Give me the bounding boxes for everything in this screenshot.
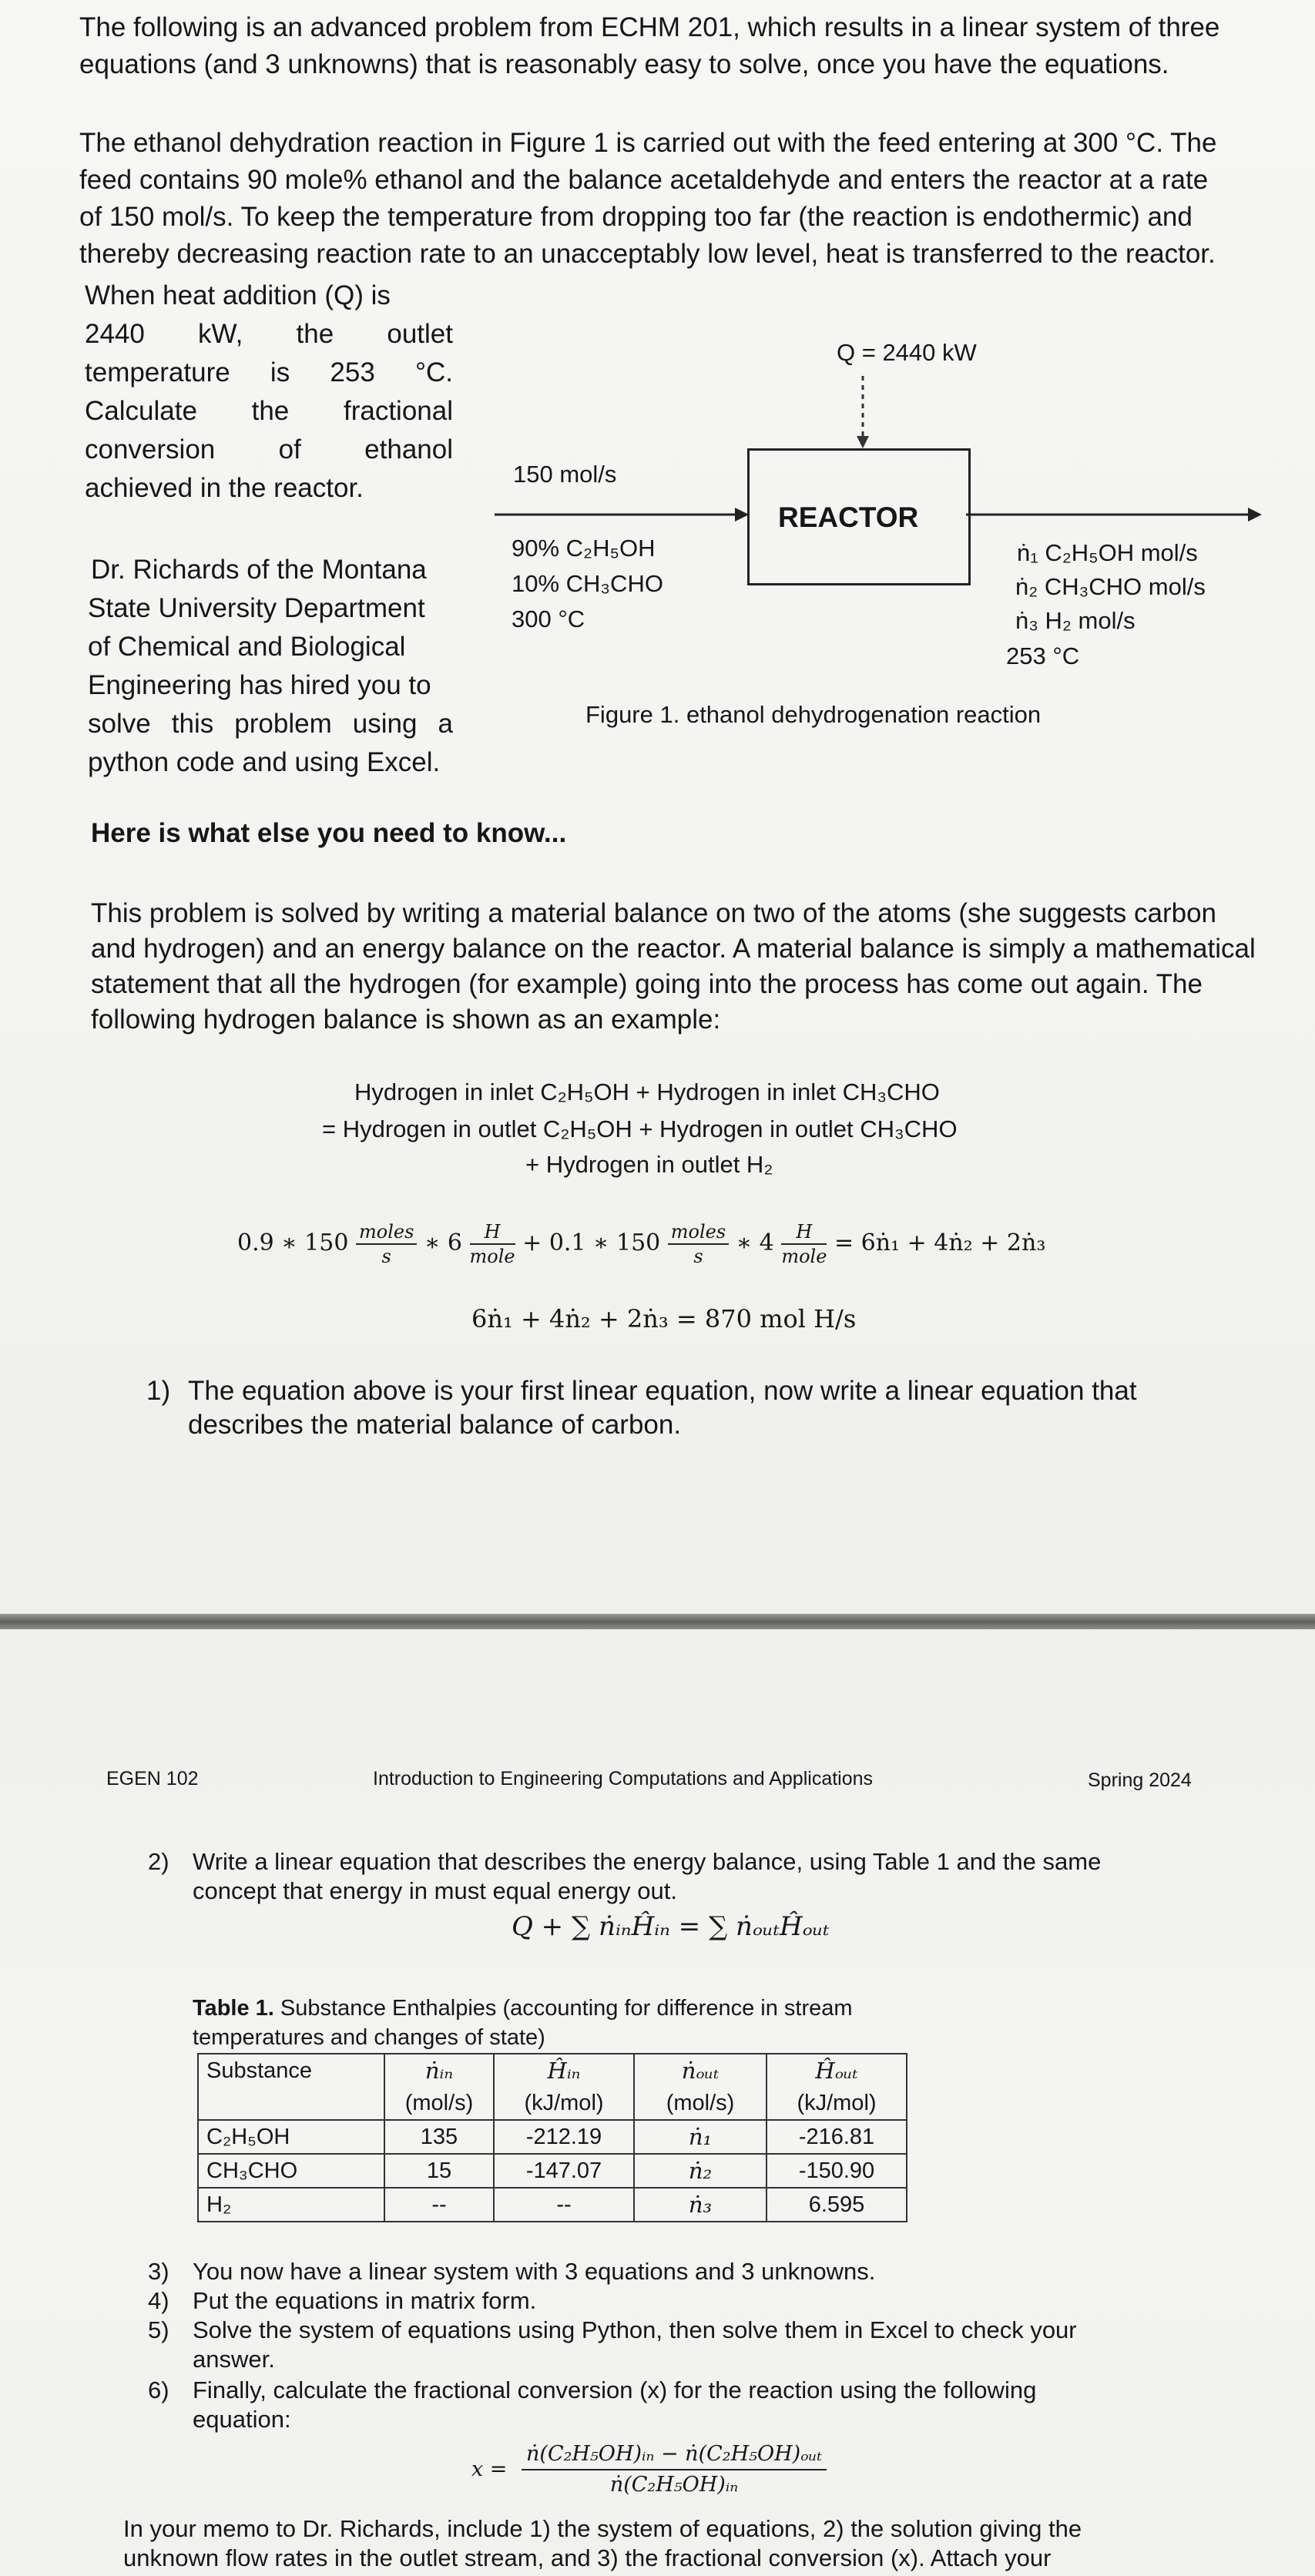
x-numerator: ṅ(C₂H₅OH)ᵢₙ − ṅ(C₂H₅OH)ₒᵤₜ bbox=[522, 2440, 827, 2470]
richards-5: solve this problem using a bbox=[88, 709, 453, 739]
out-line-1: ṅ₁ C₂H₅OH mol/s bbox=[1017, 539, 1198, 566]
q1-line-2: describes the material balance of carbon. bbox=[188, 1410, 682, 1440]
q1-line-1: The equation above is your first linear equation, now write a linear equation that bbox=[188, 1376, 1137, 1406]
q-label: Q = 2440 kW bbox=[837, 339, 977, 366]
explain-line-4: following hydrogen balance is shown as an example: bbox=[91, 1005, 721, 1035]
eq1-unit-3: $\frac{\text{moles}}{s}$ bbox=[668, 1220, 729, 1268]
row1-n-out: ṅ₁ bbox=[634, 2120, 767, 2154]
energy-balance-equation: Q + ∑ ṅᵢₙĤᵢₙ = ∑ ṅₒᵤₜĤₒᵤₜ bbox=[512, 1911, 830, 1942]
intro-line-2: equations (and 3 unknowns) that is reasonably easy to solve, once you have the equations. bbox=[79, 49, 1169, 79]
unit-h-out: (kJ/mol) bbox=[767, 2087, 907, 2120]
step-5-number: 5) bbox=[148, 2316, 169, 2343]
unit-n-in: (mol/s) bbox=[384, 2087, 494, 2120]
unit-substance bbox=[198, 2087, 384, 2120]
step-4-line-1: Put the equations in matrix form. bbox=[193, 2287, 537, 2314]
row2-h-in: -147.07 bbox=[494, 2154, 634, 2188]
header-n-in: ṅᵢₙ bbox=[384, 2054, 494, 2087]
step-4-number: 4) bbox=[148, 2287, 169, 2314]
problem-left-6: achieved in the reactor. bbox=[85, 473, 364, 503]
header-h-in: Ĥᵢₙ bbox=[494, 2054, 634, 2087]
row3-h-in: -- bbox=[494, 2188, 634, 2222]
row1-h-out: -216.81 bbox=[767, 2120, 907, 2154]
q2-line-1: Write a linear equation that describes the energy balance, using Table 1 and the same bbox=[193, 1848, 1102, 1875]
row3-h-out: 6.595 bbox=[767, 2188, 907, 2222]
row2-h-out: -150.90 bbox=[767, 2154, 907, 2188]
row1-substance: C₂H₅OH bbox=[198, 2120, 384, 2154]
richards-3: of Chemical and Biological bbox=[88, 632, 406, 662]
step-6-number: 6) bbox=[148, 2376, 169, 2403]
q2-line-2: concept that energy in must equal energy out. bbox=[193, 1877, 678, 1904]
page-separator bbox=[0, 1614, 1315, 1629]
richards-6: python code and using Excel. bbox=[88, 747, 441, 777]
header-substance: Substance bbox=[198, 2054, 384, 2087]
table-units-row bbox=[198, 2087, 907, 2120]
step-5-line-2: answer. bbox=[193, 2346, 275, 2373]
unit-h-in: (kJ/mol) bbox=[494, 2087, 634, 2120]
explain-line-1: This problem is solved by writing a material balance on two of the atoms (she suggests carbon bbox=[91, 898, 1216, 928]
row1-h-in: -212.19 bbox=[494, 2120, 634, 2154]
header-n-out: ṅₒᵤₜ bbox=[634, 2054, 767, 2087]
eq1-term-a: 0.9 ∗ 150 bbox=[237, 1229, 349, 1256]
step-5-line-1: Solve the system of equations using Python, then solve them in Excel to check your bbox=[193, 2316, 1077, 2343]
balance-line-3: + Hydrogen in outlet H₂ bbox=[525, 1151, 773, 1178]
eq1-times-4: ∗ 4 bbox=[736, 1229, 774, 1256]
feed-line-3: 300 °C bbox=[512, 605, 585, 632]
x-lhs: x = bbox=[471, 2457, 508, 2481]
eq1-times-6: ∗ 6 bbox=[424, 1229, 462, 1256]
problem-line-4: thereby decreasing reaction rate to an unacceptably low level, heat is transferred to the reactor. bbox=[79, 239, 1216, 269]
q2-number: 2) bbox=[148, 1848, 169, 1875]
feed-arrow bbox=[493, 505, 755, 524]
header-h-out: Ĥₒᵤₜ bbox=[767, 2054, 907, 2087]
header-center: Introduction to Engineering Computations and Applications bbox=[373, 1768, 874, 1789]
table-caption-rest: Substance Enthalpies (accounting for difference in stream bbox=[280, 1996, 853, 2021]
eq1-unit-2: $\frac{H}{\text{mole}}$ bbox=[469, 1221, 515, 1267]
x-denominator: ṅ(C₂H₅OH)ᵢₙ bbox=[609, 2473, 739, 2497]
eq1-unit-1: $\frac{\text{moles}}{s}$ bbox=[356, 1220, 417, 1268]
enthalpy-table bbox=[197, 2053, 907, 2222]
out-line-4: 253 °C bbox=[1006, 642, 1080, 669]
problem-left-5: conversion of ethanol bbox=[85, 434, 453, 465]
problem-line-3: of 150 mol/s. To keep the temperature from dropping too far (the reaction is endothermic) and bbox=[79, 202, 1193, 232]
problem-left-4: Calculate the fractional bbox=[85, 396, 453, 426]
problem-line-2: feed contains 90 mole% ethanol and the balance acetaldehyde and enters the reactor at a rate bbox=[79, 165, 1209, 195]
q1-number: 1) bbox=[146, 1376, 171, 1406]
balance-line-2: = Hydrogen in outlet C₂H₅OH + Hydrogen in outlet CH₃CHO bbox=[322, 1115, 958, 1142]
row2-n-in: 15 bbox=[384, 2154, 494, 2188]
eq1-unit-4: $\frac{H}{\text{mole}}$ bbox=[781, 1221, 827, 1267]
richards-4: Engineering has hired you to bbox=[88, 670, 431, 700]
richards-1: Dr. Richards of the Montana bbox=[91, 555, 427, 585]
problem-left-2: 2440 kW, the outlet bbox=[85, 319, 453, 349]
step-6-line-1: Finally, calculate the fractional conversion (x) for the reaction using the following bbox=[193, 2376, 1037, 2403]
eq1-rhs: = 6ṅ₁ + 4ṅ₂ + 2ṅ₃ bbox=[834, 1229, 1046, 1256]
header-right: Spring 2024 bbox=[1088, 1769, 1192, 1791]
eq1-term-b: + 0.1 ∗ 150 bbox=[522, 1229, 661, 1256]
know-heading: Here is what else you need to know... bbox=[91, 818, 567, 848]
table-row bbox=[198, 2188, 907, 2222]
feed-rate: 150 mol/s bbox=[513, 461, 617, 488]
explain-line-2: and hydrogen) and an energy balance on the reactor. A material balance is simply a mathematical bbox=[91, 934, 1256, 964]
step-3-number: 3) bbox=[148, 2258, 169, 2285]
problem-left-3: temperature is 253 °C. bbox=[85, 357, 453, 387]
memo-line-2: unknown flow rates in the outlet stream, and 3) the fractional conversion (x). Attach your bbox=[123, 2544, 1052, 2571]
balance-line-1: Hydrogen in inlet C₂H₅OH + Hydrogen in inlet CH₃CHO bbox=[354, 1078, 940, 1105]
table-header-row bbox=[198, 2054, 907, 2087]
page-2 bbox=[0, 1629, 1315, 2576]
row3-n-out: ṅ₃ bbox=[634, 2188, 767, 2222]
table-row bbox=[198, 2120, 907, 2154]
row3-n-in: -- bbox=[384, 2188, 494, 2222]
step-6-line-2: equation: bbox=[193, 2406, 291, 2433]
problem-line-1: The ethanol dehydration reaction in Figure 1 is carried out with the feed entering at 300 °C. The bbox=[79, 128, 1217, 158]
unit-n-out: (mol/s) bbox=[634, 2087, 767, 2120]
table-caption-label: Table 1. bbox=[193, 1996, 274, 2021]
row2-substance: CH₃CHO bbox=[198, 2154, 384, 2188]
hydrogen-balance-equation bbox=[237, 1214, 1045, 1273]
memo-line-1: In your memo to Dr. Richards, include 1) the system of equations, 2) the solution giving the bbox=[123, 2515, 1082, 2542]
heat-arrow bbox=[847, 373, 878, 450]
table-row bbox=[198, 2154, 907, 2188]
out-line-2: ṅ₂ CH₃CHO mol/s bbox=[1015, 573, 1206, 600]
hydrogen-balance-result: 6ṅ₁ + 4ṅ₂ + 2ṅ₃ = 870 mol H/s bbox=[471, 1304, 857, 1333]
figure-caption: Figure 1. ethanol dehydrogenation reaction bbox=[585, 701, 1042, 728]
conversion-equation bbox=[471, 2440, 827, 2500]
outlet-arrow bbox=[966, 505, 1274, 524]
feed-line-1: 90% C₂H₅OH bbox=[512, 535, 656, 562]
step-3-line-1: You now have a linear system with 3 equations and 3 unknowns. bbox=[193, 2258, 876, 2285]
out-line-3: ṅ₃ H₂ mol/s bbox=[1015, 607, 1136, 634]
problem-left-1: When heat addition (Q) is bbox=[85, 280, 391, 310]
intro-line-1: The following is an advanced problem from ECHM 201, which results in a linear system of three bbox=[79, 12, 1220, 42]
explain-line-3: statement that all the hydrogen (for example) going into the process has come out again. The bbox=[91, 969, 1203, 999]
richards-2: State University Department bbox=[88, 593, 425, 623]
x-fraction bbox=[522, 2440, 827, 2500]
row3-substance: H₂ bbox=[198, 2188, 384, 2222]
header-left: EGEN 102 bbox=[106, 1768, 199, 1789]
row2-n-out: ṅ₂ bbox=[634, 2154, 767, 2188]
reactor-label: REACTOR bbox=[778, 501, 919, 533]
table-caption-line-2: temperatures and changes of state) bbox=[193, 2025, 545, 2050]
row1-n-in: 135 bbox=[384, 2120, 494, 2154]
feed-line-2: 10% CH₃CHO bbox=[512, 570, 663, 597]
